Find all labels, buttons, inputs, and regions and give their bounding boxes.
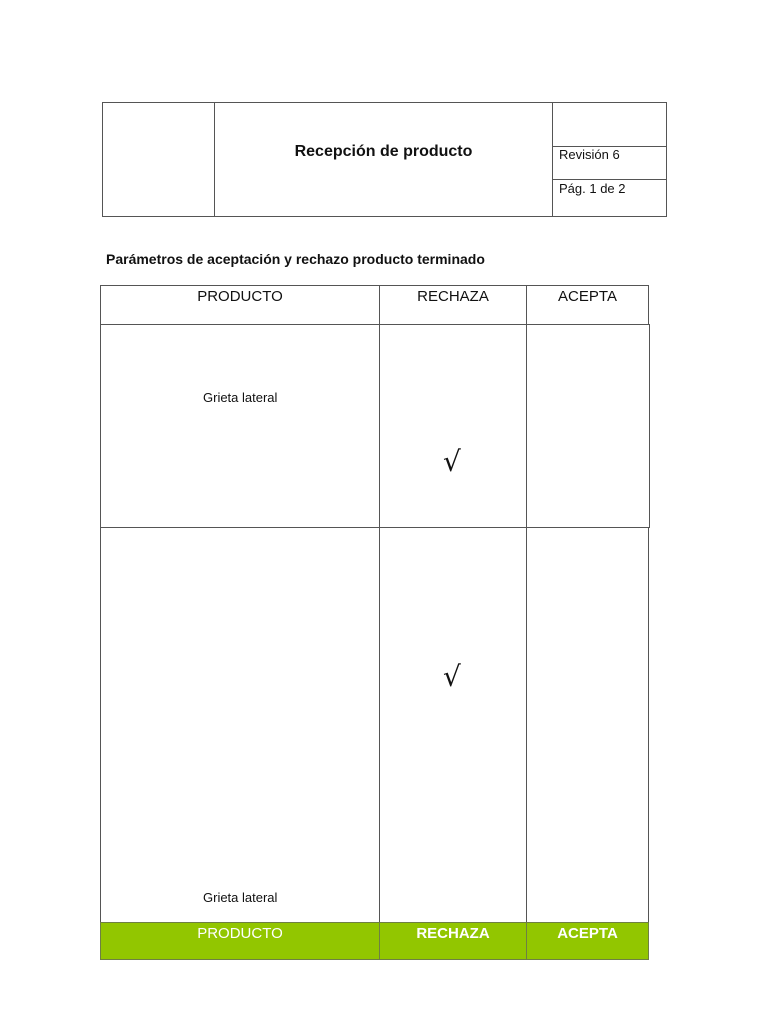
section-title: Parámetros de aceptación y rechazo producto terminado	[106, 251, 485, 267]
document-header	[102, 102, 667, 217]
footer-cell-producto	[100, 922, 380, 960]
table-row-1-product	[100, 324, 380, 528]
product-label: Grieta lateral	[203, 890, 278, 905]
table-row-2-product	[100, 527, 380, 923]
logo-cell	[103, 103, 215, 216]
column-header-label: RECHAZA	[417, 288, 489, 305]
table-row-2-rechaza	[379, 527, 527, 923]
revision-cell	[553, 147, 666, 180]
column-header-acepta	[526, 285, 649, 325]
document-meta	[553, 103, 666, 216]
revision-label: Revisión 6	[559, 147, 620, 162]
footer-label: RECHAZA	[416, 925, 490, 942]
column-header-label: ACEPTA	[558, 288, 617, 305]
parameters-table	[100, 285, 649, 960]
footer-cell-acepta	[526, 922, 649, 960]
checkmark-icon: √	[443, 445, 461, 478]
product-label: Grieta lateral	[203, 390, 278, 405]
title-cell	[215, 103, 553, 216]
table-row-1-rechaza	[379, 324, 527, 528]
column-header-label: PRODUCTO	[197, 288, 283, 305]
meta-empty-cell	[553, 103, 666, 147]
checkmark-icon: √	[443, 660, 461, 693]
page-cell	[553, 180, 666, 216]
table-row-2-acepta	[526, 527, 649, 923]
footer-label: ACEPTA	[557, 925, 618, 942]
page-number: Pág. 1 de 2	[559, 181, 626, 196]
column-header-producto	[100, 285, 380, 325]
footer-label: PRODUCTO	[197, 925, 283, 942]
table-row-1-acepta	[526, 324, 650, 528]
document-title: Recepción de producto	[294, 143, 473, 160]
footer-cell-rechaza	[379, 922, 527, 960]
column-header-rechaza	[379, 285, 527, 325]
